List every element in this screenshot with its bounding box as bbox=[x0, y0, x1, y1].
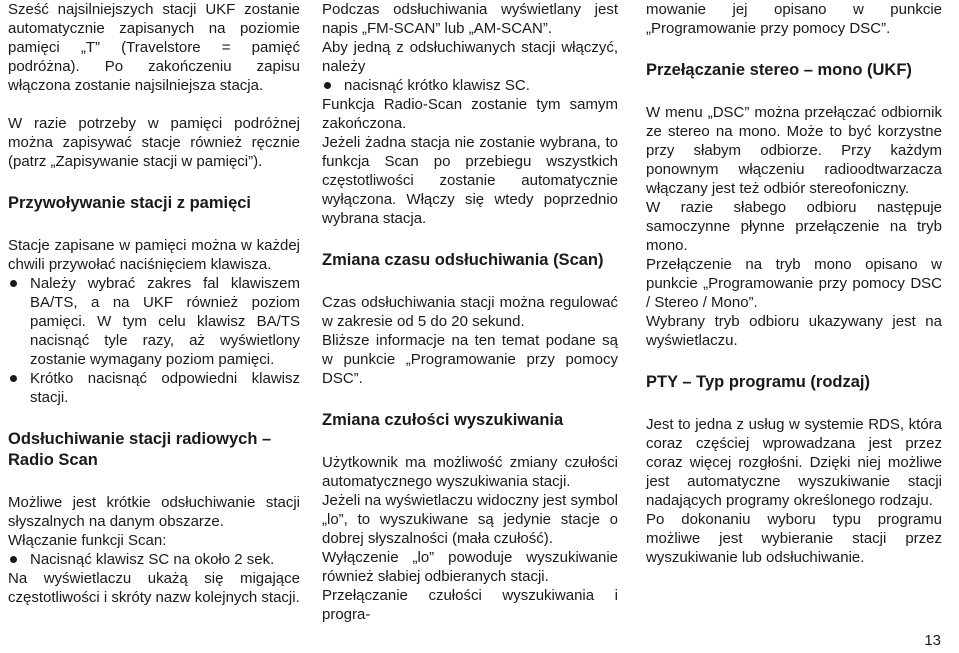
bullet-icon bbox=[10, 556, 17, 563]
bullet-icon bbox=[324, 82, 331, 89]
paragraph: Jest to jedna z usług w systemie RDS, która coraz częściej wprowadzana jest przez coraz więcej rozgłośni. Dzięki niej możliwe jest automatyczne wyszukiwanie stacji nadających programy określonego rodzaju. bbox=[646, 416, 942, 509]
paragraph: Możliwe jest krótkie odsłuchiwanie stacji słyszalnych na danym obszarze. bbox=[8, 494, 300, 530]
list-item: nacisnąć krótko klawisz SC. bbox=[322, 76, 618, 95]
section-heading-stereo-mono: Przełączanie stereo – mono (UKF) bbox=[646, 61, 912, 79]
section-heading-sensitivity: Zmiana czułości wyszukiwania bbox=[322, 411, 564, 429]
paragraph: Bliższe informacje na ten temat podane są w punkcie „Programowanie przy pomocy DSC”. bbox=[322, 332, 618, 387]
paragraph: W razie słabego odbioru następuje samoczynne płynne przełączenie na tryb mono. bbox=[646, 199, 942, 254]
bullet-icon bbox=[10, 280, 17, 287]
paragraph: Jeżeli żadna stacja nie zostanie wybrana, to funkcja Scan po przebiegu wszystkich częstotliwości zostanie automatycznie wyłączona. Włączy się wtedy poprzednio wybrana stacja. bbox=[322, 134, 618, 227]
paragraph: Jeżeli na wyświetlaczu widoczny jest symbol „lo”, to wyszukiwane są jedynie stacje o dobrej słyszalności (mała czułość). bbox=[322, 492, 618, 547]
section-heading-pty: PTY – Typ programu (rodzaj) bbox=[646, 373, 870, 391]
paragraph: Sześć najsilniejszych stacji UKF zostanie automatycznie zapisanych na poziomie pamięci „T” (Travelstore = pamięć podróżna). Po zakończeniu zapisu włączona zostanie najsilniejsza stacja. bbox=[8, 1, 300, 94]
paragraph: Aby jedną z odsłuchiwanych stacji włączyć, należy bbox=[322, 39, 618, 75]
paragraph: Włączanie funkcji Scan: bbox=[8, 532, 167, 549]
paragraph: Czas odsłuchiwania stacji można regulować w zakresie od 5 do 20 sekund. bbox=[322, 294, 618, 330]
column-middle bbox=[322, 0, 618, 624]
paragraph: Na wyświetlaczu ukażą się migające częstotliwości i skróty nazw kolejnych stacji. bbox=[8, 570, 300, 606]
paragraph: Użytkownik ma możliwość zmiany czułości automatycznego wyszukiwania stacji. bbox=[322, 454, 618, 490]
section-heading-radio-scan: Odsłuchiwanie stacji radiowych – Radio Scan bbox=[8, 430, 272, 469]
column-right bbox=[646, 0, 942, 567]
section-heading-scan-time: Zmiana czasu odsłuchiwania (Scan) bbox=[322, 251, 604, 269]
paragraph: Przełączenie na tryb mono opisano w punkcie „Programowanie przy pomocy DSC / Stereo / Mono”. bbox=[646, 256, 942, 311]
paragraph: Stacje zapisane w pamięci można w każdej chwili przywołać naciśnięciem klawisza. bbox=[8, 237, 300, 273]
paragraph: W razie potrzeby w pamięci podróżnej można zapisywać stacje również ręcznie (patrz „Zapisywanie stacji w pamięci”). bbox=[8, 115, 300, 170]
list-item: Krótko nacisnąć odpowiedni klawisz stacji. bbox=[8, 369, 300, 407]
list-item: Należy wybrać zakres fal klawiszem BA/TS, a na UKF również poziom pamięci. W tym celu klawisz BA/TS nacisnąć tyle razy, aż wyświetlony zostanie wymagany poziom pamięci. bbox=[8, 274, 300, 369]
paragraph: W menu „DSC” można przełączać odbiornik ze stereo na mono. Może to być korzystne przy słabym odbiorze. Przy każdym ponownym włączeniu radioodtwarzacza włączany jest też odbiór stereofoniczny. bbox=[646, 104, 942, 197]
paragraph: Podczas odsłuchiwania wyświetlany jest napis „FM-SCAN” lub „AM-SCAN”. bbox=[322, 1, 618, 37]
list-item: Nacisnąć klawisz SC na około 2 sek. bbox=[8, 550, 300, 569]
paragraph: Wybrany tryb odbioru ukazywany jest na wyświetlaczu. bbox=[646, 313, 942, 349]
bullet-icon bbox=[10, 375, 17, 382]
section-heading-recall: Przywoływanie stacji z pamięci bbox=[8, 194, 252, 212]
paragraph: Po dokonaniu wyboru typu programu możliwe jest wybieranie stacji przez wyszukiwanie lub odsłuchiwanie. bbox=[646, 511, 942, 566]
page-number: 13 bbox=[924, 632, 941, 649]
paragraph: Przełączanie czułości wyszukiwania i progra- bbox=[322, 587, 618, 623]
column-left bbox=[8, 0, 300, 607]
paragraph: Wyłączenie „lo” powoduje wyszukiwanie również słabiej odbieranych stacji. bbox=[322, 549, 618, 585]
paragraph: Funkcja Radio-Scan zostanie tym samym zakończona. bbox=[322, 96, 618, 132]
paragraph: mowanie jej opisano w punkcie „Programowanie przy pomocy DSC”. bbox=[646, 1, 942, 37]
